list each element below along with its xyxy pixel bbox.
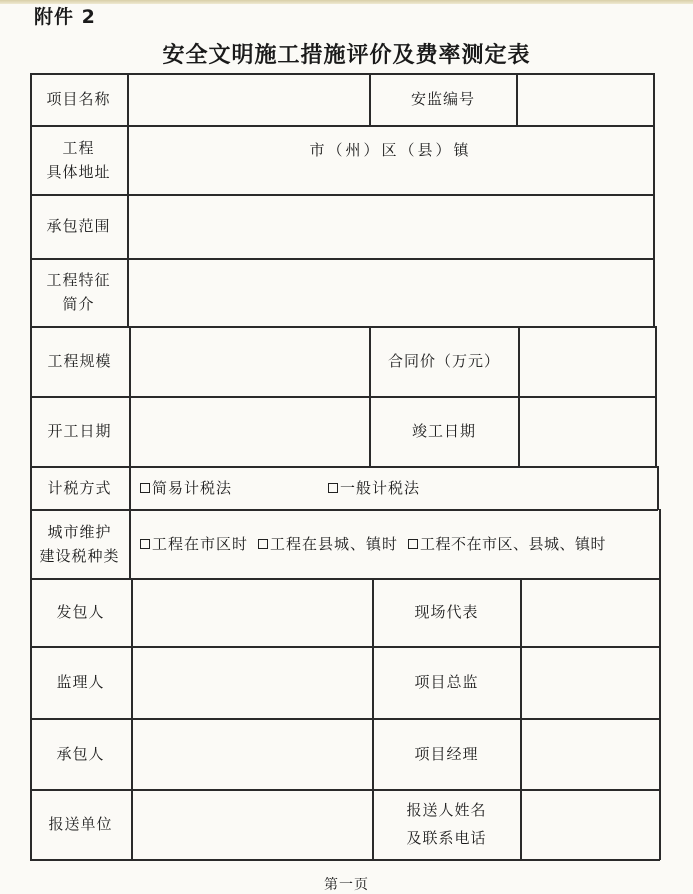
- contract-price-field[interactable]: [519, 327, 655, 396]
- rule: [659, 509, 661, 860]
- urban-option-county[interactable]: 工程在县城、镇时: [258, 532, 398, 556]
- supervision-no-label: 安监编号: [410, 90, 475, 108]
- project-manager-label: 项目经理: [414, 744, 479, 763]
- site-rep-label: 现场代表: [414, 603, 479, 621]
- site-rep-field[interactable]: [521, 579, 659, 646]
- project-name-field[interactable]: [128, 74, 368, 125]
- scope-label: 承包范围: [46, 217, 111, 235]
- scale-label: 工程规模: [47, 352, 112, 370]
- submitter-field[interactable]: [521, 790, 659, 859]
- checkbox-icon[interactable]: [140, 539, 150, 549]
- urban-option-other[interactable]: 工程不在市区、县城、镇时: [408, 532, 606, 556]
- attachment-label: 附件 2: [34, 6, 96, 28]
- employer-field[interactable]: [132, 579, 372, 646]
- features-field[interactable]: [128, 259, 653, 326]
- urban-tax-label: 城市维护 建设税种类: [39, 522, 120, 565]
- employer-label: 发包人: [56, 603, 105, 621]
- scope-field[interactable]: [128, 195, 653, 258]
- rule: [653, 73, 655, 328]
- start-date-label: 开工日期: [47, 422, 112, 440]
- submitting-unit-label: 报送单位: [48, 815, 113, 833]
- simple-tax-option[interactable]: 简易计税法: [140, 476, 314, 500]
- tax-method-label: 计税方式: [47, 478, 112, 497]
- checkbox-icon[interactable]: [408, 539, 418, 549]
- completion-date-label: 竣工日期: [411, 422, 476, 440]
- supervisor-field[interactable]: [132, 647, 372, 718]
- contract-price-label: 合同价（万元）: [387, 352, 500, 370]
- supervision-no-field[interactable]: [517, 74, 653, 125]
- completion-date-field[interactable]: [519, 397, 655, 466]
- address-template: 市（州）区（县）镇: [309, 141, 472, 159]
- urban-option-city[interactable]: 工程在市区时: [140, 532, 248, 556]
- submitter-label: 报送人姓名 及联系电话: [406, 801, 487, 847]
- general-tax-option[interactable]: 一般计税法: [328, 476, 420, 500]
- features-label: 工程特征 简介: [46, 271, 111, 313]
- address-label: 工程 具体地址: [46, 138, 111, 181]
- checkbox-icon[interactable]: [328, 483, 338, 493]
- scale-field[interactable]: [130, 327, 369, 396]
- project-name-label: 项目名称: [46, 90, 111, 108]
- tax-method-options: [130, 467, 657, 509]
- page-number: 第一页: [324, 877, 369, 893]
- rule: [657, 466, 659, 510]
- form-title: 安全文明施工措施评价及费率测定表: [162, 42, 531, 68]
- start-date-field[interactable]: [130, 397, 369, 466]
- chief-supervisor-field[interactable]: [521, 647, 659, 718]
- urban-tax-options: [130, 510, 659, 578]
- chief-supervisor-label: 项目总监: [414, 673, 479, 691]
- project-manager-field[interactable]: [521, 719, 659, 789]
- supervisor-label: 监理人: [56, 673, 105, 691]
- contractor-label: 承包人: [56, 744, 105, 763]
- checkbox-icon[interactable]: [140, 483, 150, 493]
- rule: [655, 326, 657, 468]
- contractor-field[interactable]: [132, 719, 372, 789]
- address-field[interactable]: [128, 132, 653, 186]
- submitting-unit-field[interactable]: [132, 790, 372, 859]
- rule: [30, 859, 660, 861]
- checkbox-icon[interactable]: [258, 539, 268, 549]
